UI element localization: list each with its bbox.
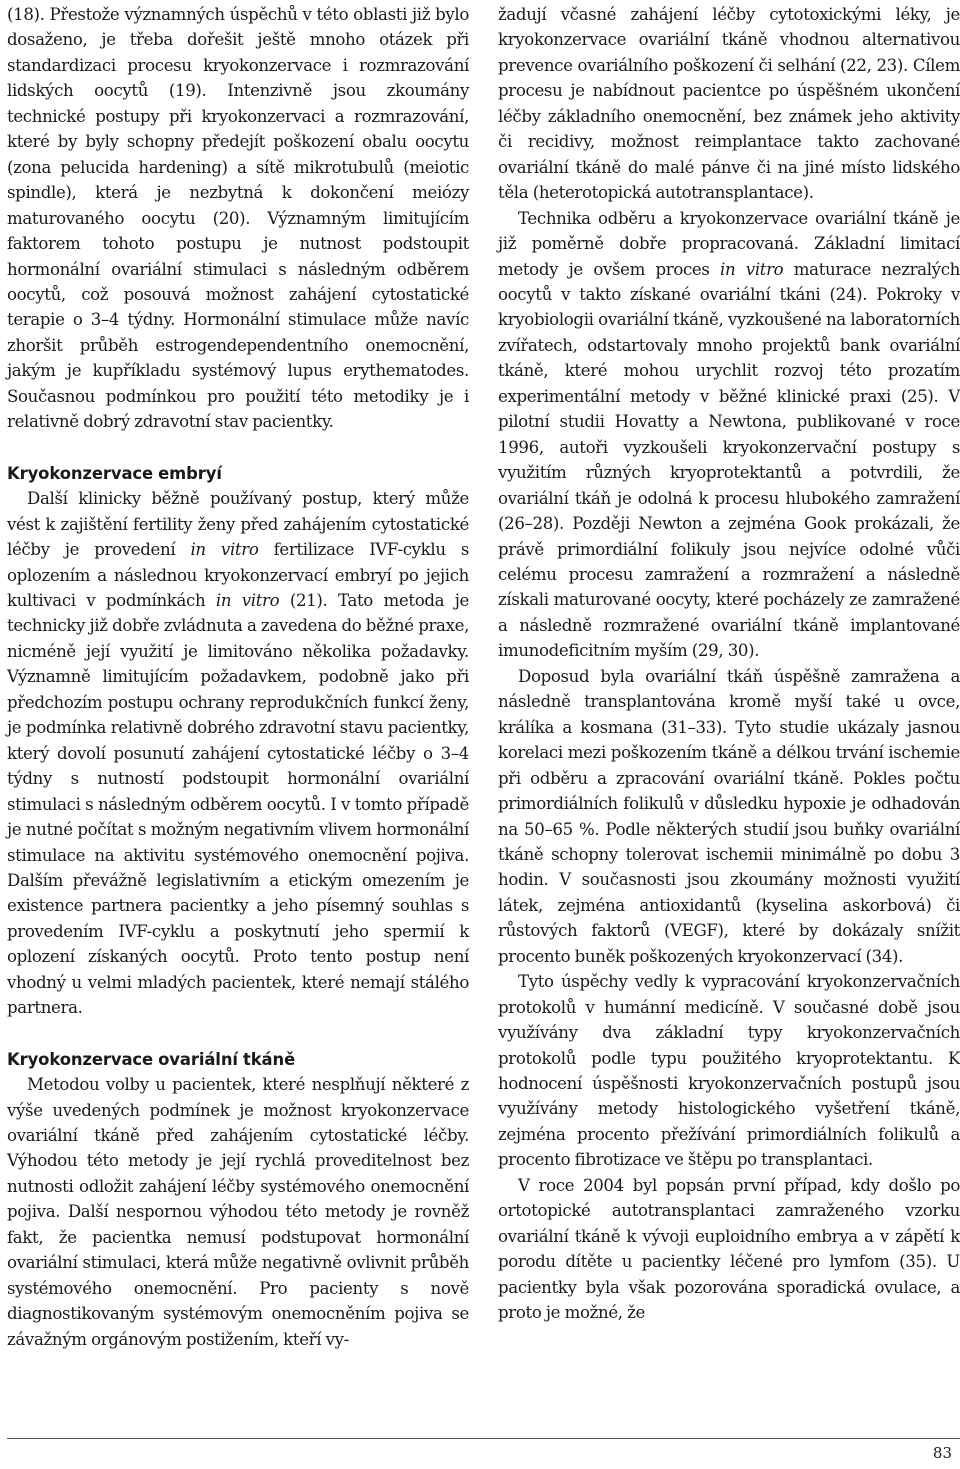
paragraph-text: Technika odběru a kryokonzervace ovariální tkáně je již poměrně dobře propracovaná. Základní limitací metody je ovšem proces bbox=[498, 208, 960, 279]
paragraph-human-protocols: Tyto úspěchy vedly k vypracování kryokonzervačních protokolů v humánní medicíně. V současné době jsou využívány dva základní typy kryokonzervačních protokolů podle typu použitého kryoprotektantu. K hodnocení úspěšnosti kryokonzervačních postupů jsou využívány metody histologického vyšetření tkáně, zejména procento přežívání primordiálních folikulů a procento fibrotizace ve štěpu po transplantaci. bbox=[498, 972, 960, 1170]
paragraph-text: Další klinicky běžně používaný postup, který může vést k zajištění fertility ženy před zahájením cytostatické léčby je provedení bbox=[7, 489, 469, 560]
paragraph-oocyte-cryopreservation: (18). Přestože významných úspěchů v této oblasti již bylo dosaženo, je třeba dořešit ještě mnoho otázek při standardizaci procesu kryokonzervace i rozmrazování lidských oocytů (19). Intenzivně jsou zkoumány technické postupy při kryokonzervaci a rozmrazování, které by byly schopny předejít poškození obalu oocytu (zona pelucida hardening) a sítě mikrotubulů (meiotic spindle), která je nezbytná k dokončení meiózy maturovaného oocytu (20). Významným limitujícím faktorem tohoto postupu je nutnost podstoupit hormonální ovariální stimulaci s následným odběrem oocytů, což posouvá možnost zahájení cytostatické terapie o 3–4 týdny. Hormonální stimulace může navíc zhoršit průběh estrogendependentního onemocnění, jakým je kupříkladu systémový lupus erythematodes. Současnou podmínkou pro použití této metodiky je i relativně dobrý zdravotní stav pacientky. bbox=[7, 5, 469, 432]
paragraph-text: maturace nezralých oocytů v takto získané ovariální tkáni (24). Pokroky v kryobiologii ovariální tkáně, vyzkoušené na laboratorních zvířatech, odstartovaly mnoho projektů bank ovariální tkáně, které mohou urychlit rozvoj této prozatím experimentální metody v běžné klinické praxi (25). V pilotní studii Hovatty a Newtona, publikované v roce 1996, autoři vyzkoušeli kryokonzervační postupy s využitím různých kryoprotektantů a potvrdili, že ovariální tkáň je odolná k procesu hlubokého zamražení (26–28). Později Newton a zejména Gook prokázali, že právě primordiální folikuly jsou nejvíce odolné vůči celému procesu zamražení a rozmražení a následně získali maturované oocyty, které pocházely ze zamražené a následně rozmražené ovariální tkáně implantované imunodeficitním myším (29, 30). bbox=[498, 259, 960, 661]
paragraph-animal-studies: Doposud byla ovariální tkáň úspěšně zamražena a následně transplantována kromě myší také u ovce, králíka a kosmana (31–33). Tyto studie ukázaly jasnou korelaci mezi poškozením tkáně a délkou trvání ischemie při odběru a zpracování ovariální tkáně. Pokles počtu primordiálních folikulů v důsledku hypoxie je odhadován na 50–65 %. Podle některých studií jsou buňky ovariální tkáně schopny tolerovat ischemii minimálně po dobu 3 hodin. V současnosti jsou zkoumány možnosti využití látek, zejména antioxidantů (kyselina askorbová) či růstových faktorů (VEGF), které by dokázaly snížit procento buněk poškozených kryokonzervací (34). bbox=[498, 666, 960, 966]
italic-term: in vitro bbox=[190, 540, 259, 560]
paragraph-text: fertilizace IVF-cyklu s oplozením a následnou kryokonzervací embryí po jejich kultivaci v podmínkách bbox=[7, 540, 470, 610]
paragraph-first-case: V roce 2004 byl popsán první případ, kdy došlo po ortotopické autotransplantaci zamraženého vzorku ovariální tkáně k vývoji euploidního embrya a v zápětí k porodu dítěte u pacientky léčené pro lymfom (35). U pacientky byla však pozorována sporadická ovulace, a proto je možné, že bbox=[498, 1175, 960, 1323]
section-heading-ovarian-tissue: Kryokonzervace ovariální tkáně bbox=[7, 1049, 296, 1069]
paragraph-ovarian-tissue-intro: Metodou volby u pacientek, které nesplňují některé z výše uvedených podmínek je možnost kryokonzervace ovariální tkáně před zahájením cytostatické léčby. Výhodou této metody je její rychlá proveditelnost bez nutnosti odložit zahájení léčby systémového onemocnění pojiva. Další nespornou výhodou této metody je rovněž fakt, že pacientka nemusí podstupovat hormonální ovariální stimulaci, která může negativně ovlivnit průběh systémového onemocnění. Pro pacienty s nově diagnostikovaným systémovým onemocněním pojiva se závažným orgánovým postižením, kteří vy- bbox=[7, 1075, 469, 1349]
italic-term: in vitro bbox=[720, 259, 784, 279]
left-column bbox=[7, 2, 469, 1352]
paragraph-continued: žadují včasné zahájení léčby cytotoxickými léky, je kryokonzervace ovariální tkáně vhodnou alternativou prevence ovariálního poškození či selhání (22, 23). Cílem procesu je nabídnout pacientce po úspěšném ukončení léčby základního onemocnění, bez známek jeho aktivity či recidivy, možnost reimplantace takto zachované ovariální tkáně do malé pánve či na jiné místo lidského těla (heterotopická autotransplantace). bbox=[498, 5, 960, 203]
paragraph-technique bbox=[498, 206, 960, 664]
page-number: 83 bbox=[932, 1444, 952, 1462]
paragraph-embryo-cryopreservation bbox=[7, 486, 469, 1021]
italic-term: in vitro bbox=[215, 590, 280, 610]
section-heading-embryo-cryopreservation: Kryokonzervace embryí bbox=[7, 463, 222, 483]
paragraph-text: (21). Tato metoda je technicky již dobře zvládnuta a zavedena do běžné praxe, nicméně její využití je limitováno několika požadavky. Významně limitujícím požadavkem, podobně jako při předchozím postupu ochrany reprodukčních funkcí ženy, je podmínka relativně dobrého zdravotní stavu pacientky, který dovolí posunutí zahájení cytostatické léčby o 3–4 týdny s nutností podstoupit hormonální ovariální stimulaci s následným odběrem oocytů. I v tomto případě je nutné počítat s možným negativním vlivem hormonální stimulace na aktivitu systémového onemocnění pojiva. Dalším převážně legislativním a etickým omezením je existence partnera pacientky a jeho písemný souhlas s provedením IVF-cyklu a poskytnutí jeho spermií k oplození získaných oocytů. Proto tento postup není vhodný u velmi mladých pacientek, které nemají stálého partnera. bbox=[7, 590, 469, 1018]
footer-divider bbox=[7, 1438, 960, 1439]
right-column bbox=[498, 2, 960, 1326]
